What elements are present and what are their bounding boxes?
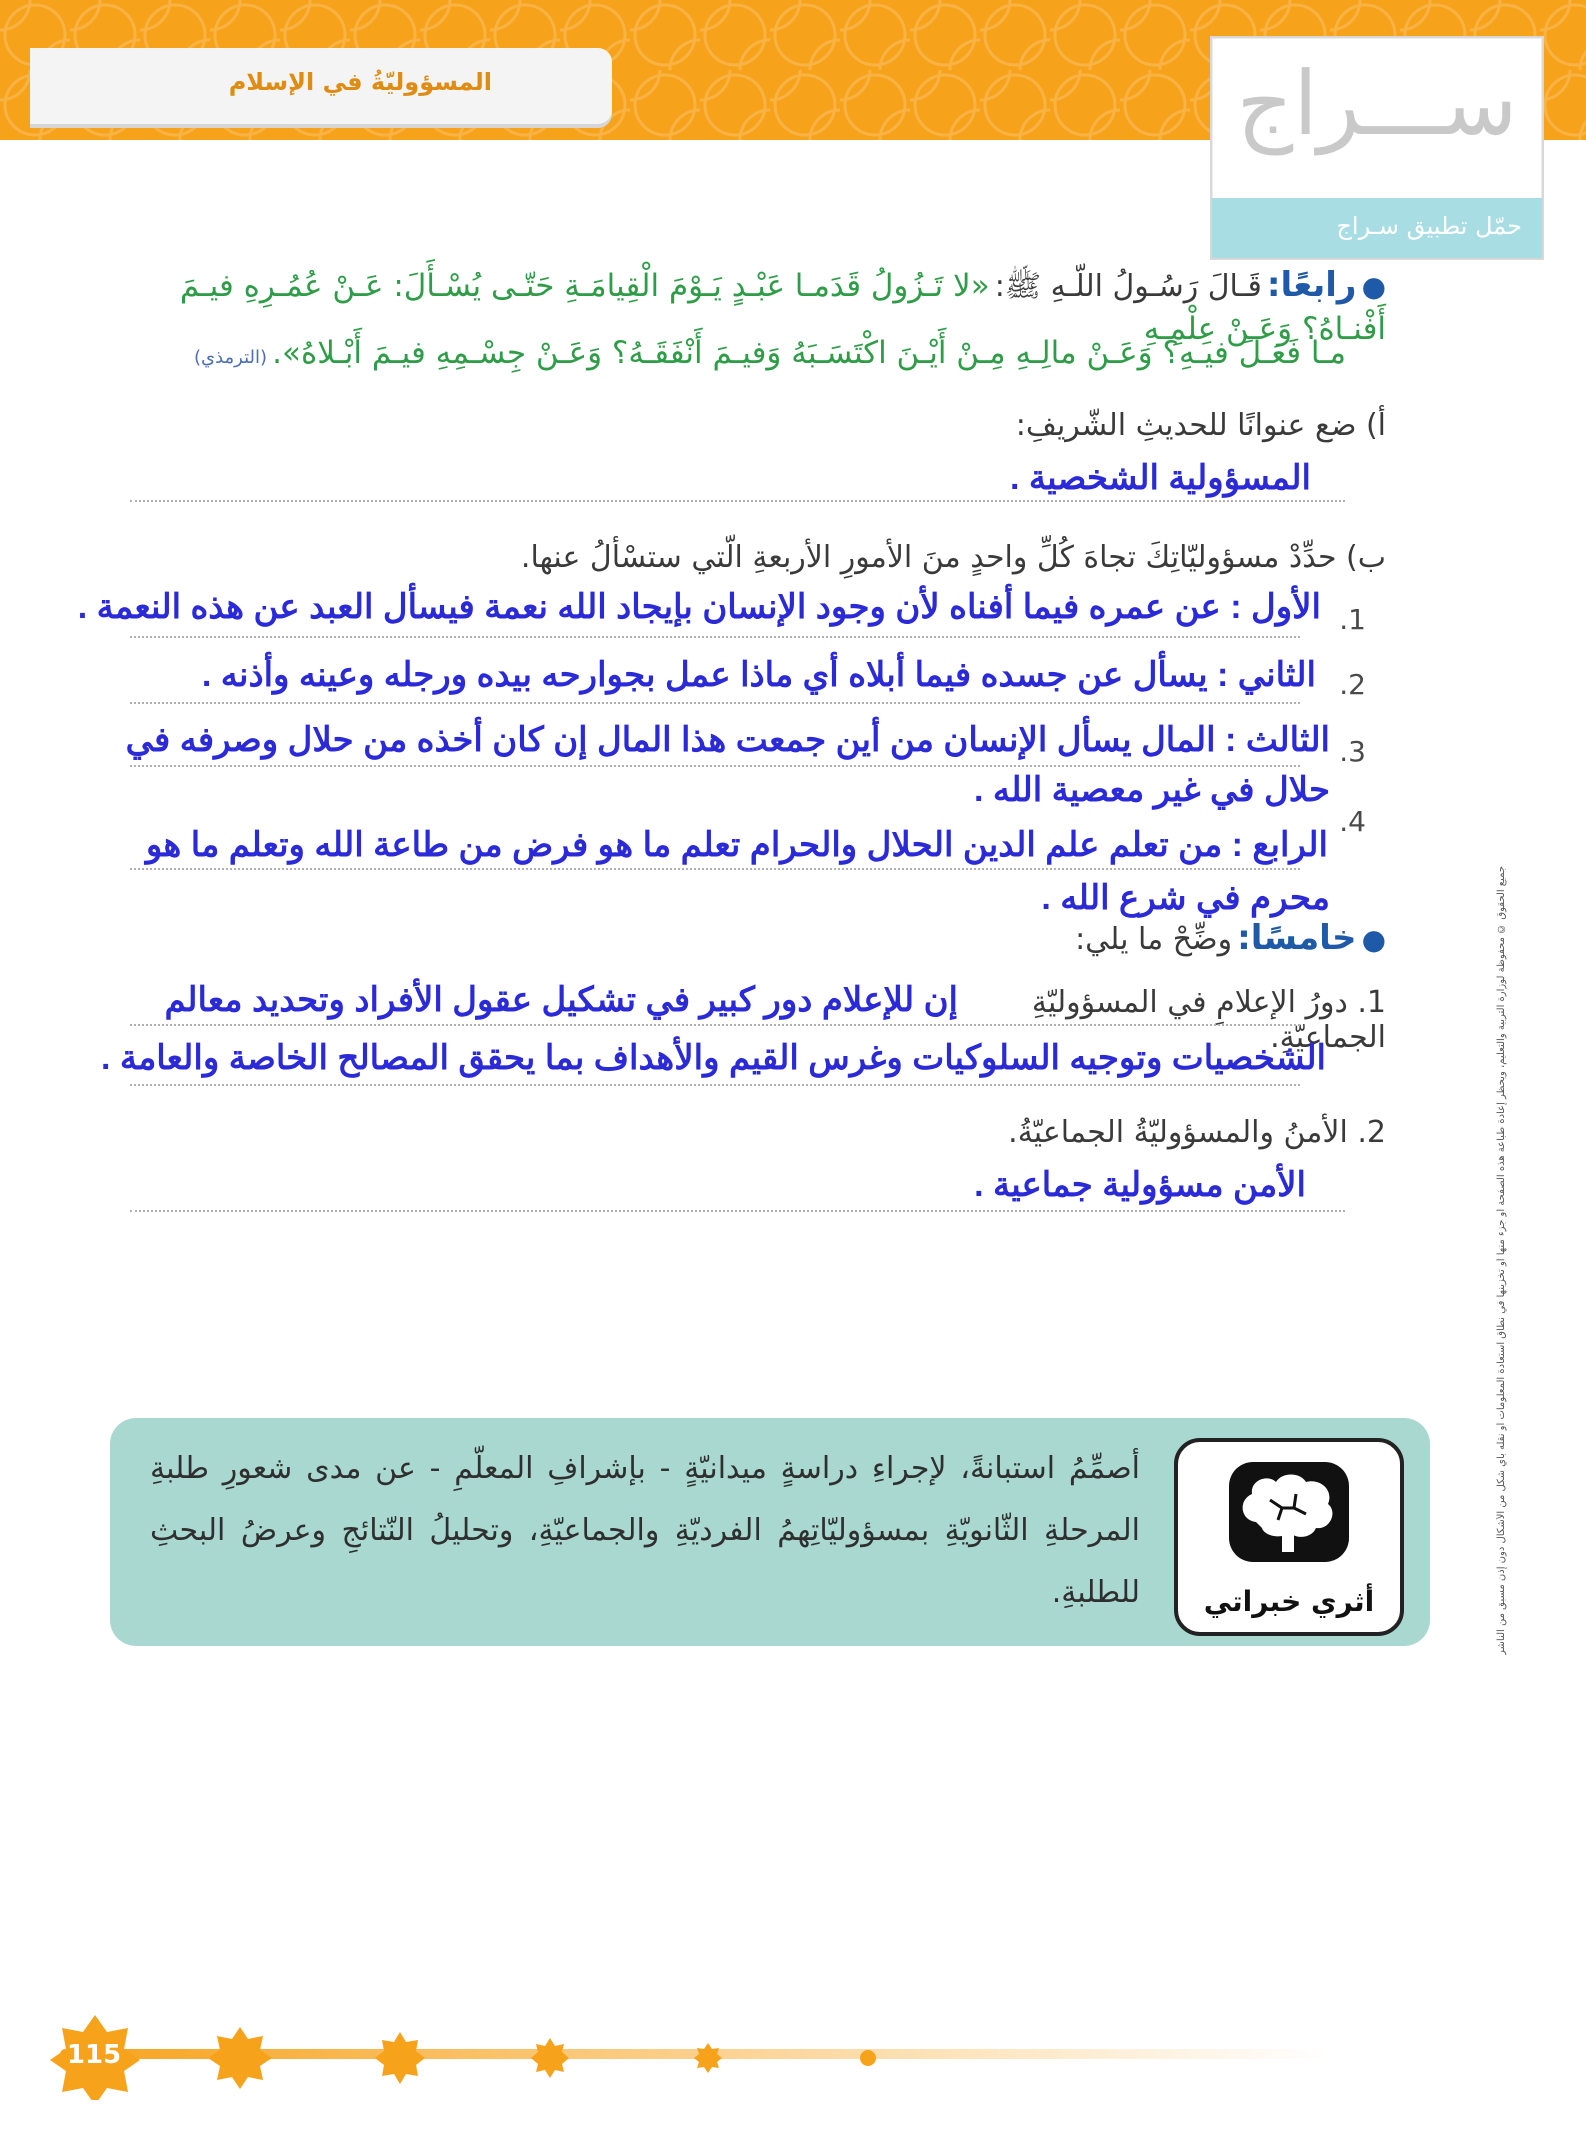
item-number: 2. [1339, 668, 1366, 701]
answer-line [130, 868, 1300, 870]
bullet-icon: ● [1361, 923, 1386, 956]
section5-q1-answer-line1: إن للإعلام دور كبير في تشكيل عقول الأفراد وتحديد معالم [164, 981, 958, 1019]
section5-heading [686, 918, 1386, 958]
answer-line [130, 500, 1345, 502]
question-b: ب) حدِّدْ مسؤوليّاتِكَ تجاهَ كُلِّ واحدٍ منَ الأمورِ الأربعةِ الّتي ستسْألُ عنها. [520, 540, 1386, 575]
experience-badge [1174, 1438, 1404, 1636]
hadith-intro: قَـالَ رَسُـولُ اللّـهِ ﷺ: [994, 269, 1262, 304]
question-a: أ) ضع عنوانًا للحديثِ الشّريفِ: [1015, 408, 1386, 443]
item-number: 4. [1339, 805, 1366, 838]
section5-q2-answer: الأمن مسؤولية جماعية . [974, 1166, 1306, 1204]
section5-label: خامسًا: [1237, 918, 1357, 958]
item-answer-3-line1: الثالث : المال يسأل الإنسان من أين جمعت هذا المال إن كان أخذه من حلال وصرفه في [125, 721, 1330, 759]
brand-app-strip[interactable] [1212, 198, 1542, 258]
experience-text: أصمِّمُ استبانةً، لإجراءِ دراسةٍ ميدانيّةٍ - بإشرافِ المعلّمِ - عن مدى شعورِ طلبةِ المرحلةِ الثّانويّةِ بمسؤوليّاتِهمُ الفرديّةِ والجماعيّةِ، وتحليلُ النّتائجِ وعرضُ البحثِ للطلبةِ. [150, 1451, 1140, 1610]
answer-line [130, 765, 1300, 767]
experience-badge-label: أثري خبراتي [1203, 1585, 1375, 1618]
app-download-prompt[interactable]: حمّل تطبيق سـراج [1336, 212, 1522, 240]
answer-line [130, 702, 1300, 704]
section5-q2: 2. الأمنُ والمسؤوليّةُ الجماعيّةُ. [1008, 1115, 1386, 1150]
hadith-line-2: مـا فَعَـلَ فيـهِ؟ وَعَـنْ مالِـهِ مِـنْ أَيْـنَ اكْتَسَـبَهُ وَفيـمَ أَنْفَقَـهُ؟ وَعَـنْ جِسْـمِهِ فيـمَ أَبْـلاهُ». [272, 335, 1346, 371]
chapter-title: المسؤوليّةُ في الإسلام [228, 68, 492, 96]
item-number: 1. [1339, 603, 1366, 636]
item-number: 3. [1339, 735, 1366, 768]
hadith-line-1: «لا تَـزُولُ قَدَمـا عَبْـدٍ يَـوْمَ الْقِيامَـةِ حَتّـى يُسْـأَلَ: عَـنْ عُمُـرِهِ فيـمَ أَفْنـاهُ؟ وَعَـنْ عِلْمِـهِ [179, 268, 1386, 347]
hadith-line2-row [186, 335, 1346, 371]
answer-line [130, 1084, 1300, 1086]
section5-intro: وضِّحْ ما يلي: [1075, 922, 1233, 957]
section4-label: رابعًا: [1266, 265, 1357, 305]
enrich-experience-box [110, 1418, 1430, 1646]
brand-logo: ســـراج [1236, 52, 1518, 155]
answer-line [130, 1024, 1300, 1026]
item-answer-2: الثاني : يسأل عن جسده فيما أبلاه أي ماذا عمل بجوارحه بيده ورجله وعينه وأذنه . [201, 656, 1316, 694]
chapter-title-pill [30, 48, 612, 124]
answer-line [130, 636, 1300, 638]
section5-q1: 1. دورُ الإعلامِ في المسؤوليّةِ الجماعيّةِ. [1031, 985, 1386, 1055]
answer-a: المسؤولية الشخصية . [1009, 459, 1311, 497]
hadith-source: (الترمذي) [193, 347, 268, 368]
item-answer-4-line1: الرابع : من تعلم علم الدين الحلال والحرام تعلم ما هو فرض من طاعة الله وتعلم ما هو [145, 826, 1328, 864]
page-number: 115 [66, 2040, 122, 2070]
siraj-brand-box[interactable] [1210, 36, 1544, 260]
item-answer-3-line2: حلال في غير معصية الله . [974, 771, 1330, 809]
bullet-icon: ● [1361, 270, 1386, 303]
item-answer-4-line2: محرم في شرع الله . [1041, 879, 1330, 917]
footer-stars [40, 2010, 900, 2100]
section5-q1-answer-line2: الشخصيات وتوجيه السلوكيات وغرس القيم والأهداف بما يحقق المصالح الخاصة والعامة . [100, 1039, 1326, 1077]
brain-icon [1178, 1442, 1400, 1572]
item-answer-1: الأول : عن عمره فيما أفناه لأن وجود الإنسان بإيجاد الله نعمة فيسأل العبد عن هذه النعمة . [77, 588, 1321, 626]
answer-line [130, 1210, 1345, 1212]
side-copyright-note: جميع الحقوق © محفوظة لوزارة التربية والتعليم، ويحظر إعادة طباعة هذه الصفحة أو جزء منها أو تخزينها في نطاق استعادة المعلومات أو نقله بأي شكل من الأشكال دون إذن مسبق من الناشر [1496, 865, 1507, 1655]
